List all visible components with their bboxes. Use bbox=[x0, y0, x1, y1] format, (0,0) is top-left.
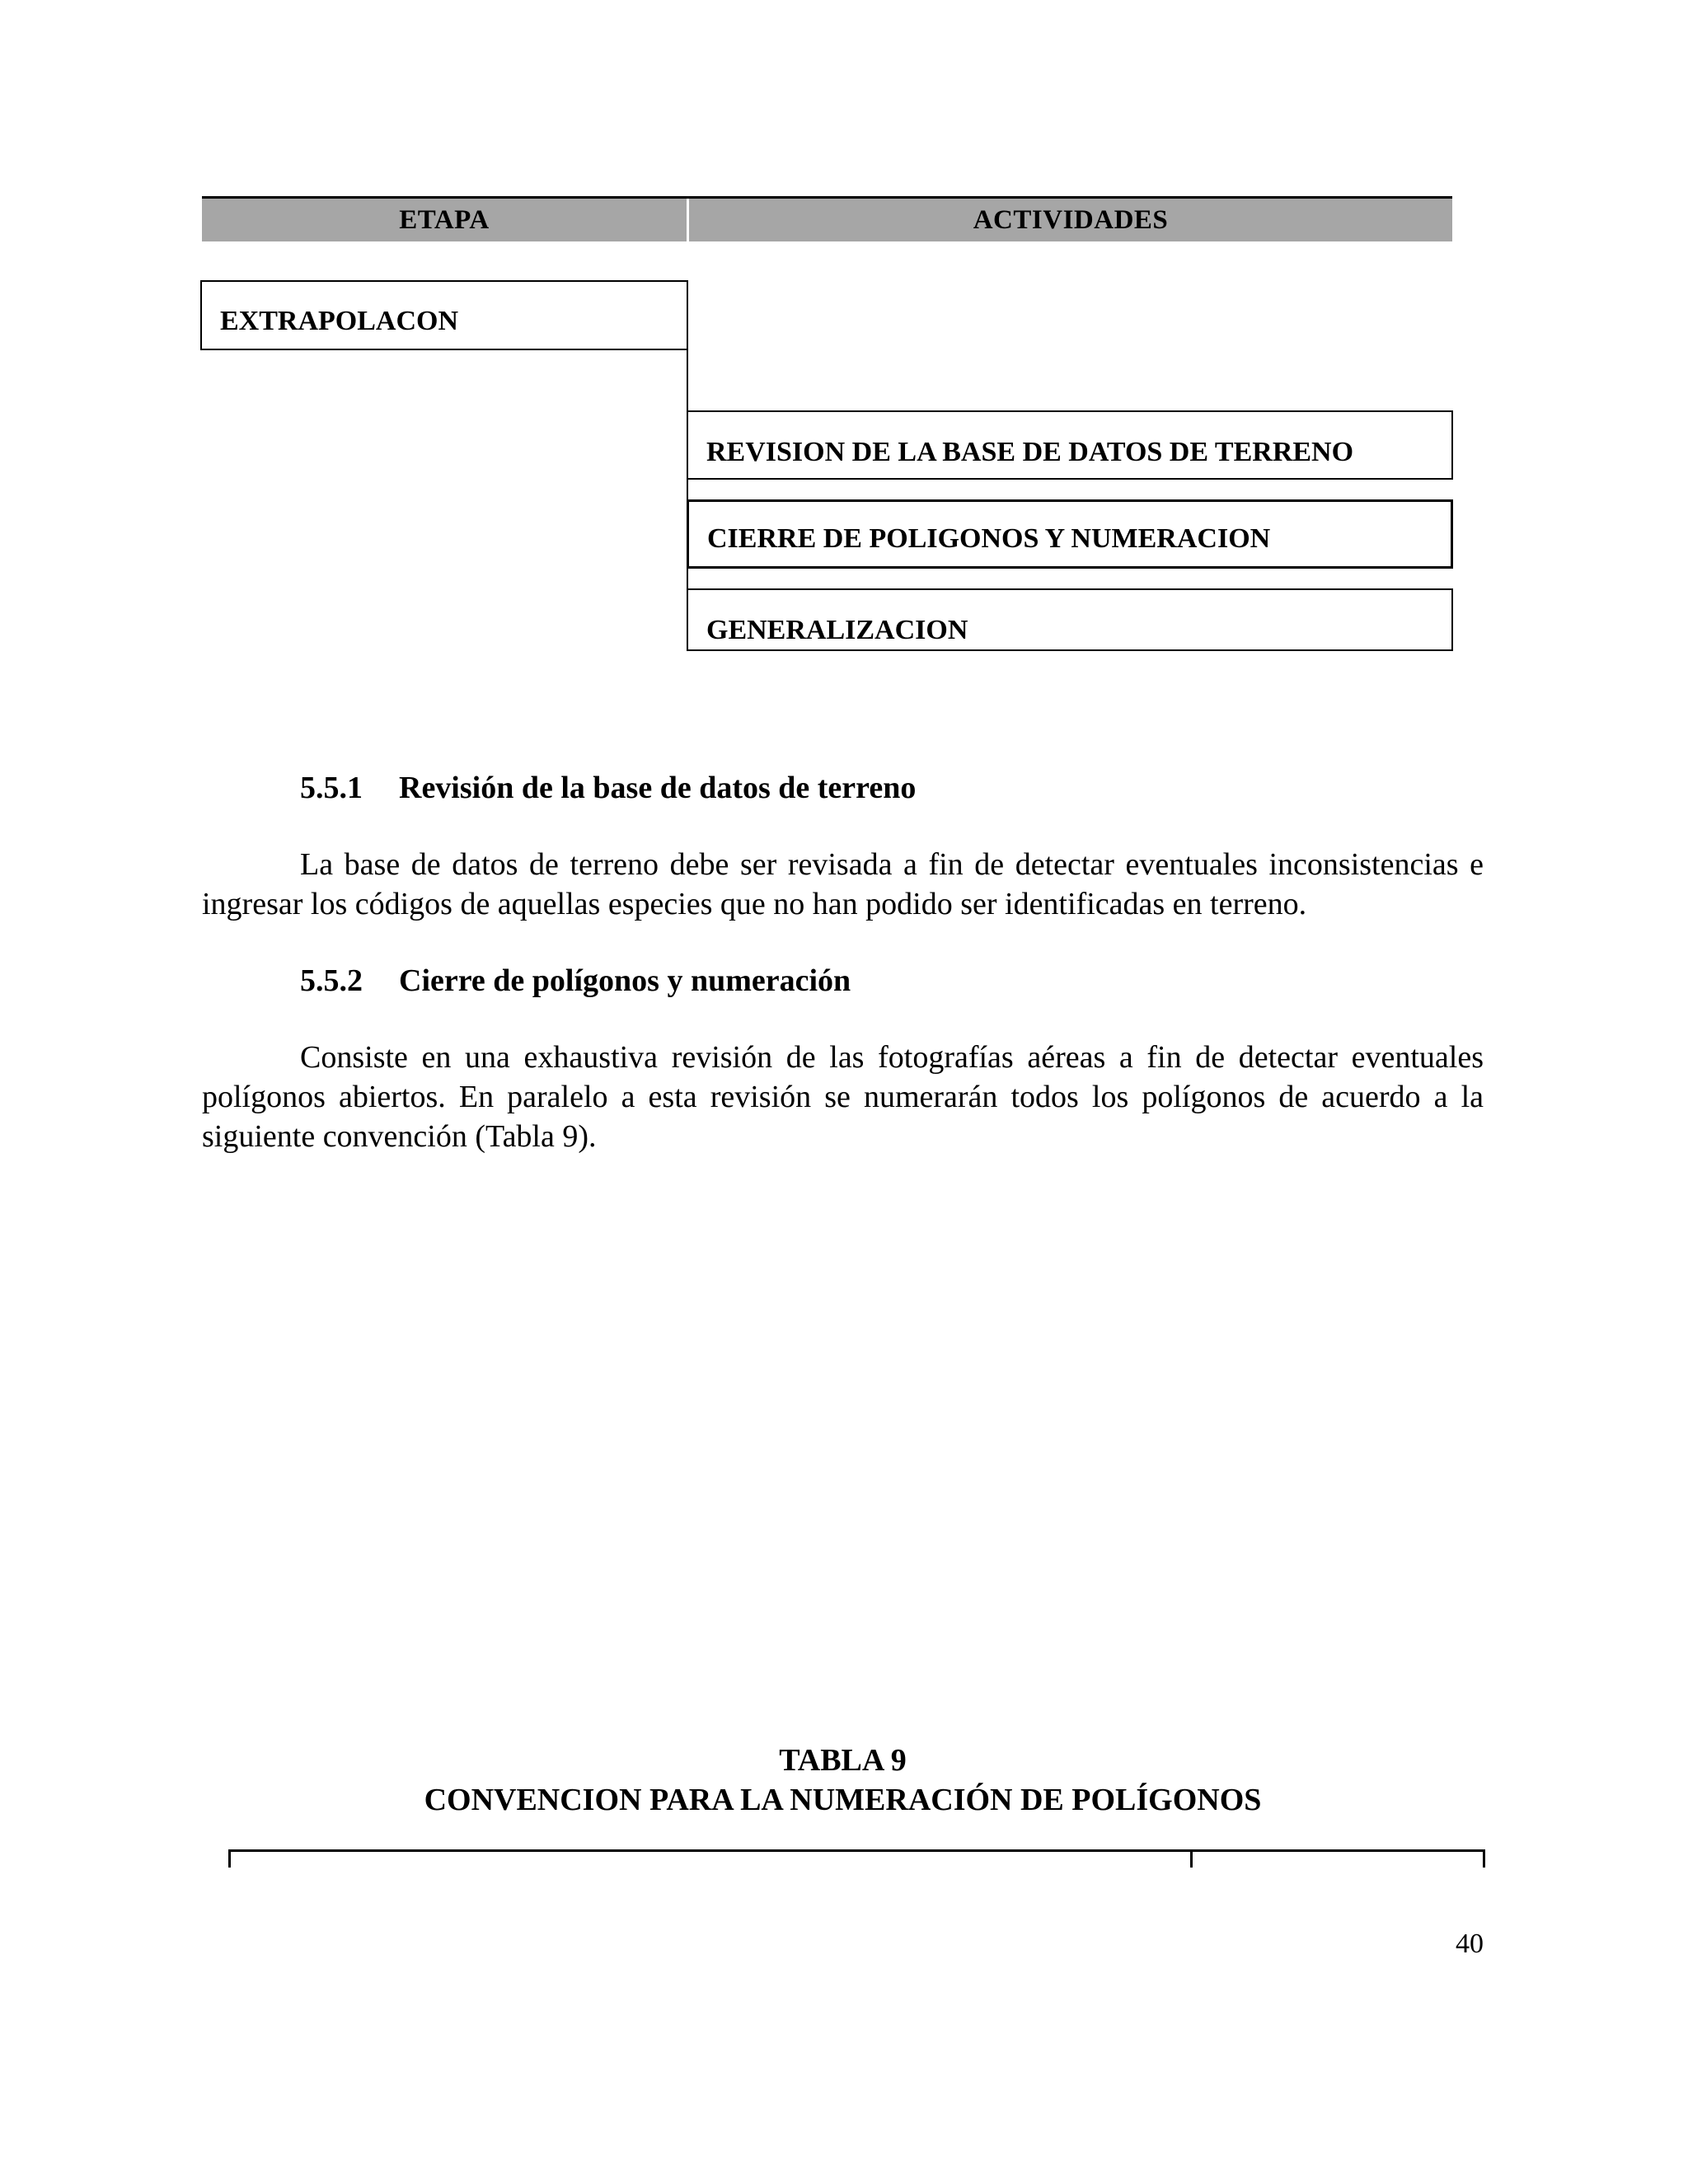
table9-column-rule bbox=[1190, 1849, 1193, 1868]
activity-box-cierre bbox=[687, 499, 1453, 569]
section-number: 5.5.2 bbox=[300, 963, 363, 998]
connector-line bbox=[687, 480, 688, 499]
section-title: Revisión de la base de datos de terreno bbox=[399, 771, 917, 805]
table9-top-rule bbox=[228, 1849, 1485, 1852]
activity-label: REVISION DE LA BASE DE DATOS DE TERRENO bbox=[706, 437, 1354, 467]
activity-box-revision bbox=[687, 410, 1453, 480]
section-heading-5-5-1 bbox=[300, 770, 916, 806]
page-number: 40 bbox=[1456, 1929, 1484, 1959]
connector-line bbox=[687, 350, 688, 410]
header-etapa: ETAPA bbox=[202, 199, 687, 241]
section-number: 5.5.1 bbox=[300, 771, 363, 805]
section-body-5-5-2: Consiste en una exhaustiva revisión de las fotografías aéreas a fin de detectar eventuales polígonos abiertos. En paralelo a esta revisión se numerarán todos los polígonos de acuerdo a la siguiente convención (Tabla 9). bbox=[202, 1040, 1484, 1154]
table9-column-rule bbox=[228, 1849, 231, 1868]
table-label: TABLA 9 bbox=[779, 1743, 907, 1778]
table9-column-rule bbox=[1483, 1849, 1485, 1868]
section-body-5-5-1: La base de datos de terreno debe ser revisada a fin de detectar eventuales inconsistencias e ingresar los códigos de aquellas especies que no han podido ser identificadas en terreno. bbox=[202, 847, 1484, 921]
table-title: CONVENCION PARA LA NUMERACIÓN DE POLÍGONOS bbox=[424, 1783, 1262, 1817]
header-actividades: ACTIVIDADES bbox=[689, 199, 1452, 241]
activity-label: CIERRE DE POLIGONOS Y NUMERACION bbox=[707, 523, 1271, 554]
connector-line bbox=[687, 569, 688, 588]
etapa-box bbox=[200, 280, 688, 350]
etapa-label: EXTRAPOLACON bbox=[220, 306, 459, 336]
section-heading-5-5-2 bbox=[300, 963, 851, 999]
section-title: Cierre de polígonos y numeración bbox=[399, 963, 851, 998]
activity-box-generalizacion bbox=[687, 588, 1453, 651]
activity-label: GENERALIZACION bbox=[706, 615, 968, 645]
